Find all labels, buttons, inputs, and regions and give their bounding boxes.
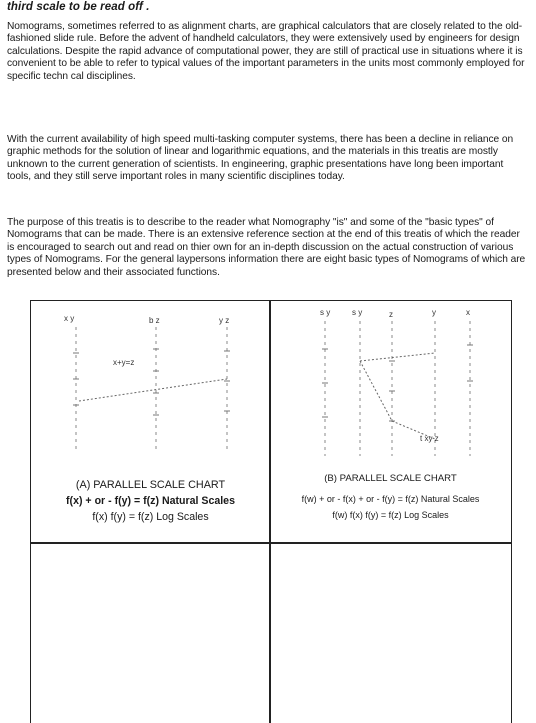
figure-a-label-middle: b z [149,316,160,325]
paragraph-purpose: The purpose of this treatis is to describe to the reader what Nomography "is" and some of the "basic types" of Nomograms that can be made. There is an extensive reference section at the end of this treatis of which the reader is encouraged to search out and read on thier own for an in-depth discussion on the actual construction of various types of Nomograms. For the general laypersons information there are eight basic types of Nomograms of which are presented below and their associated functions. [7,217,526,278]
figure-b-label-5: x [466,308,470,317]
figure-b-isopleth-1 [360,353,435,361]
figure-a-label-right: y z [219,316,230,325]
nomogram-figure-grid [30,300,512,723]
figure-b-panel [269,300,512,544]
figure-d-panel-empty [269,542,512,723]
figure-a-panel [30,300,271,544]
figure-b-annotation: t xy z [420,434,439,443]
figure-a-natural-scales: f(x) + or - f(y) = f(z) Natural Scales [66,495,235,507]
figure-b-label-4: y [432,308,436,317]
figure-a-annotation: x+y=z [113,358,135,367]
figure-b-title: (B) PARALLEL SCALE CHART [324,473,457,484]
figure-a-diagram [31,301,269,481]
figure-a-log-scales: f(x) f(y) = f(z) Log Scales [92,511,209,523]
figure-b-log-scales: f(w) f(x) f(y) = f(z) Log Scales [332,510,449,520]
figure-a-label-left: x y [64,314,75,323]
paragraph-decline: With the current availability of high speed multi-tasking computer systems, there has been a decline in reliance on graphic methods for the solution of linear and logarithmic equations, and the materials in this treatis are mostly unknown to the current generation of scientists. In engineering, graphic presentations have long been important tools, and they still serve important roles in many scientific disciplines today. [7,134,514,183]
figure-b-isopleth-2 [360,361,392,421]
figure-a-title: (A) PARALLEL SCALE CHART [75,479,226,491]
figure-a-isopleth [79,379,227,401]
figure-b-label-2: s y [352,308,363,317]
paragraph-intro: Nomograms, sometimes referred to as alignment charts, are graphical calculators that are closely related to the old-fashioned slide rule. Before the advent of handheld calculators, they were extensively used by engineers for design calculations. Despite the rapid advance of computational power, they are still of practical use in situations where it is convenient to be able to refer to typical values of the important parameters in the units most commonly employed for specific techn cal disciplines. [7,21,525,82]
figure-b-natural-scales: f(w) + or - f(x) + or - f(y) = f(z) Natural Scales [301,494,480,504]
figure-c-panel-empty [30,542,271,723]
figure-b-label-1: s y [320,308,331,317]
figure-b-label-3: z [389,310,393,319]
section-heading: third scale to be read off . [7,1,150,13]
figure-b-diagram [270,301,510,473]
